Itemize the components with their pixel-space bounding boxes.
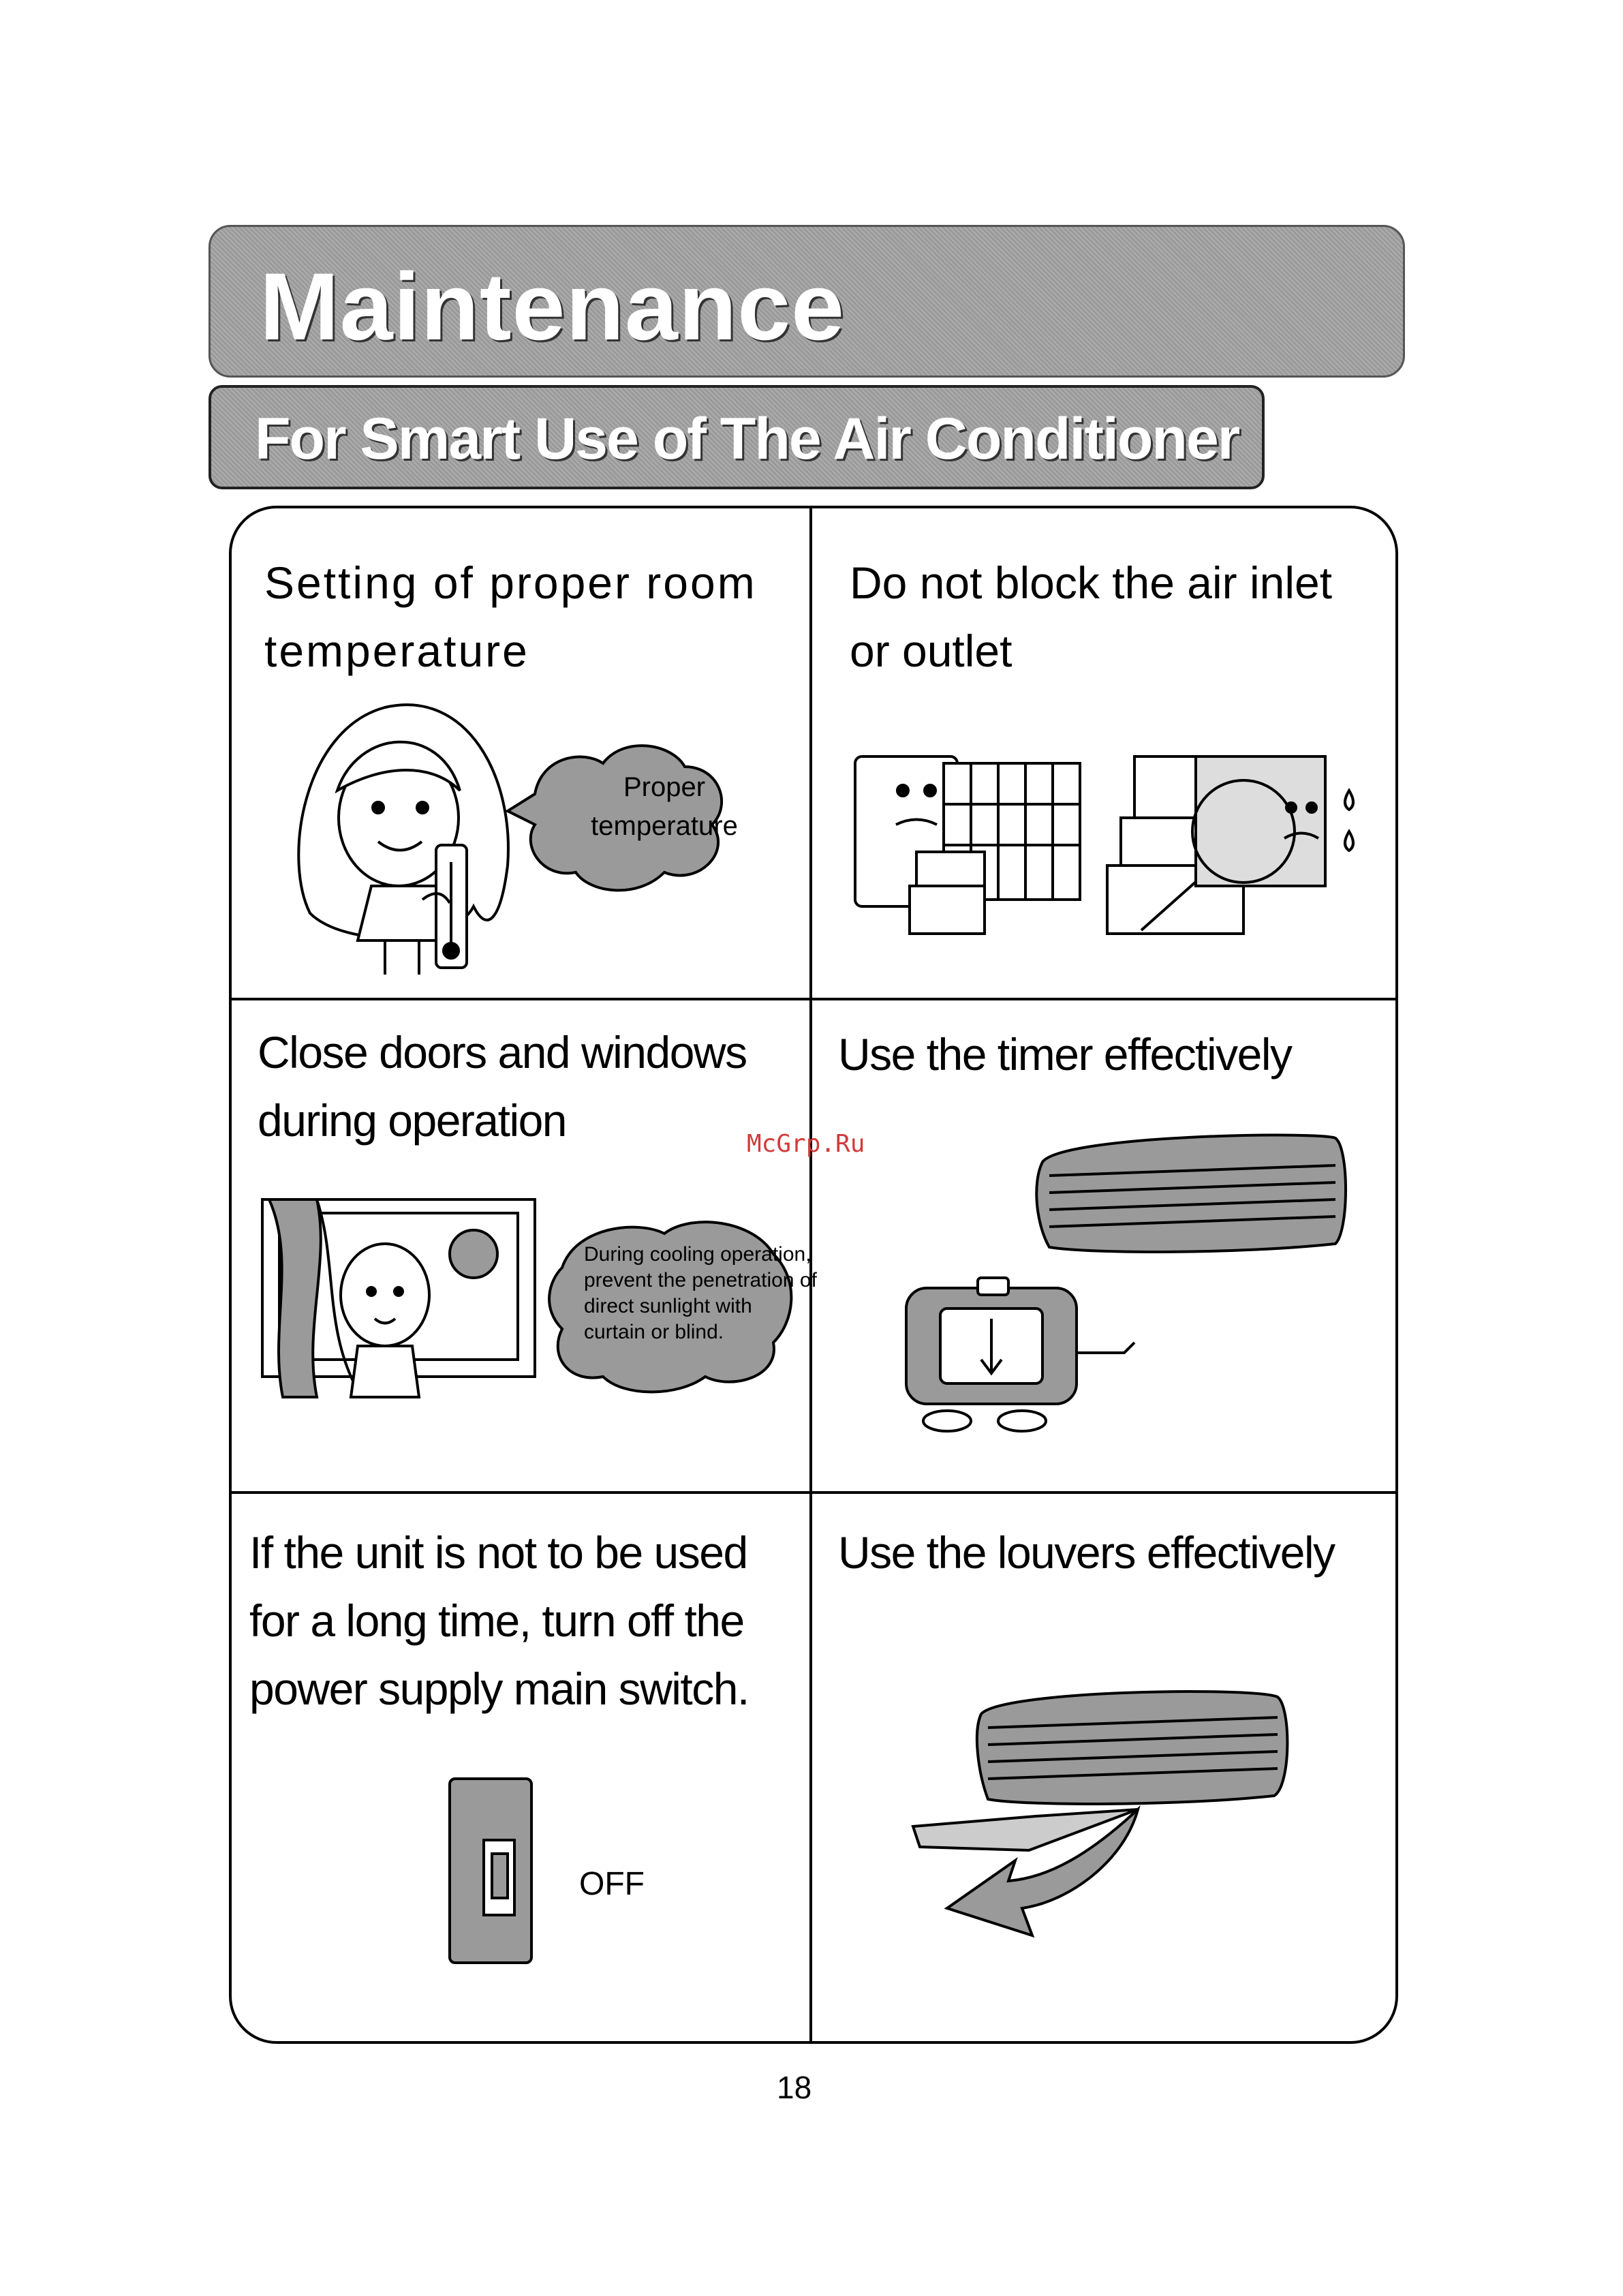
page-title: Maintenance	[260, 253, 845, 360]
tip-airflow-line1: Do not block the air inlet	[850, 557, 1333, 608]
tip-doors-title	[258, 1018, 747, 1154]
grid-divider-row2	[229, 1491, 1398, 1494]
tip-temperature-line2: temperature	[264, 626, 529, 676]
tip-temperature-line1: Setting of proper room	[264, 557, 757, 608]
tip-louvers-line1: Use the louvers effectively	[838, 1527, 1335, 1578]
tip-power-line1: If the unit is not to be used	[249, 1527, 747, 1578]
watermark-text: McGrp.Ru	[747, 1130, 865, 1158]
timer-clock-and-indoor-unit-icon	[899, 1128, 1363, 1435]
tip-doors-line1: Close doors and windows	[258, 1027, 747, 1077]
blocked-air-conditioner-icon	[848, 750, 1380, 940]
tip-power-line3: power supply main switch.	[249, 1664, 749, 1714]
indoor-unit-with-airflow-icon	[913, 1683, 1295, 1956]
tip-louvers-title	[838, 1518, 1335, 1587]
grid-divider-row1	[229, 998, 1398, 1000]
bubble-line-3: direct sunlight with	[584, 1295, 752, 1317]
tip-airflow-line2: or outlet	[850, 626, 1013, 676]
tip-power-line2: for a long time, turn off the	[249, 1595, 744, 1646]
bubble-line-temperature: temperature	[591, 811, 738, 841]
tip-timer-title	[838, 1020, 1292, 1088]
tip-power-title	[249, 1518, 749, 1723]
tip-doors-line2: during operation	[258, 1095, 567, 1146]
bubble-line-4: curtain or blind.	[584, 1321, 724, 1343]
off-label: OFF	[579, 1866, 645, 1902]
tip-airflow-title	[850, 549, 1332, 685]
bubble-line-1: During cooling operation,	[584, 1243, 812, 1266]
tip-temperature-title	[264, 549, 757, 685]
tip-timer-line1: Use the timer effectively	[838, 1029, 1292, 1080]
girl-at-curtained-window-icon	[256, 1193, 817, 1411]
page-number: 18	[777, 2070, 812, 2105]
bubble-line-2: prevent the penetration of	[584, 1269, 817, 1291]
bubble-line-proper: Proper	[623, 772, 706, 802]
title-banner	[208, 225, 1405, 378]
main-switch-icon	[443, 1772, 647, 1970]
girl-with-thermometer-icon	[283, 688, 780, 988]
section-subtitle: For Smart Use of The Air Conditioner	[255, 406, 1239, 472]
subtitle-banner	[208, 385, 1265, 489]
